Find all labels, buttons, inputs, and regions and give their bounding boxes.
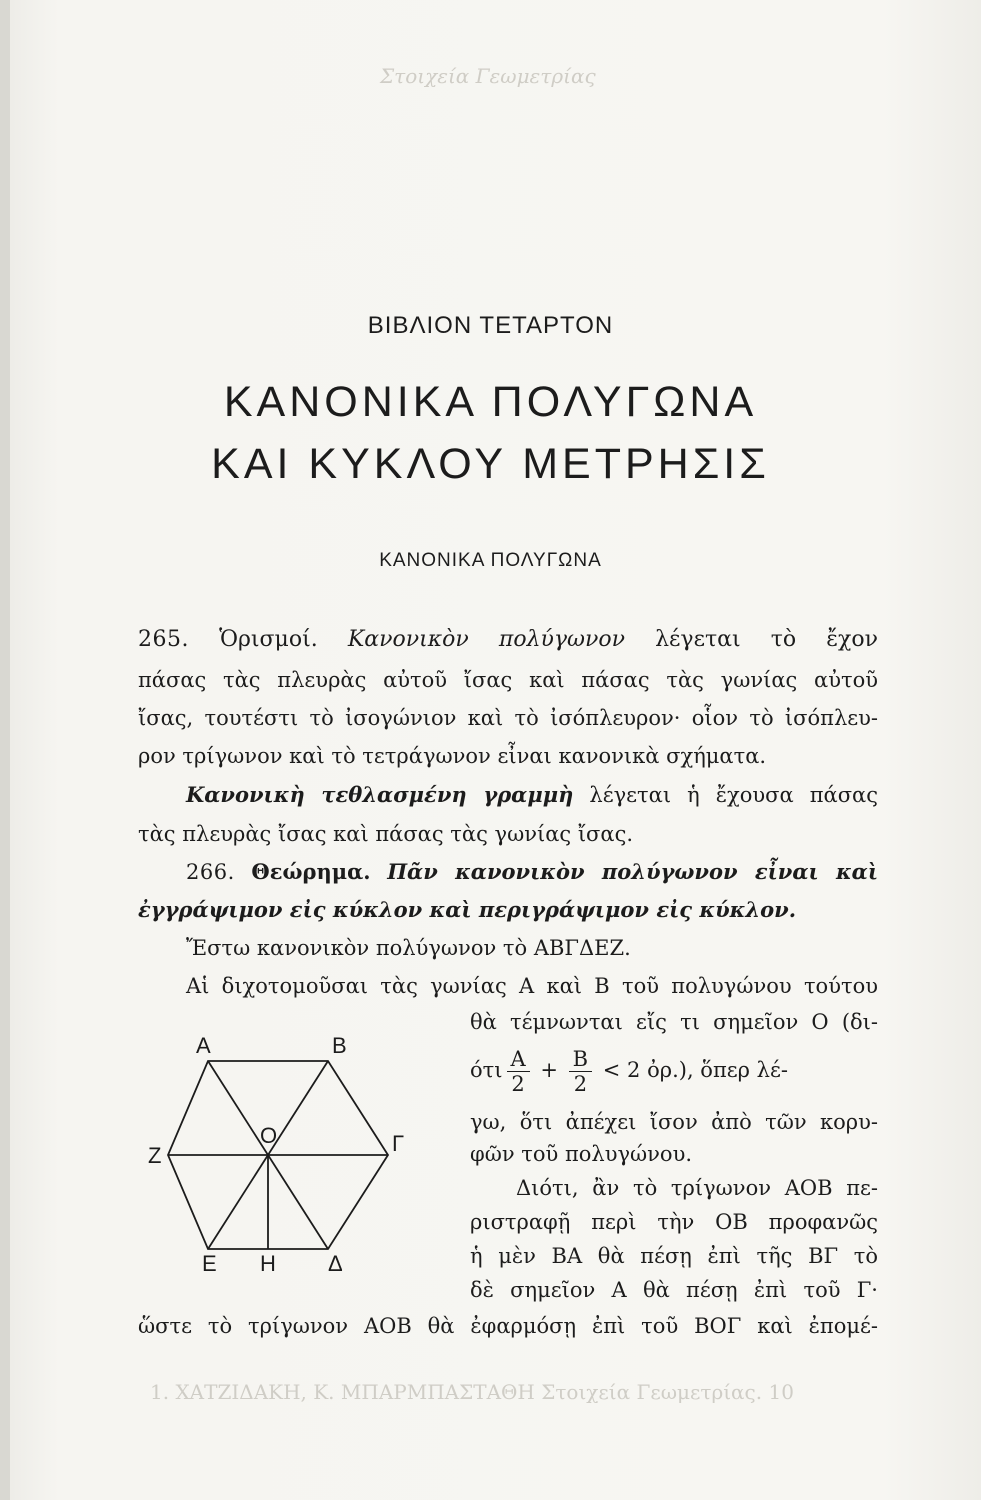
p266-right-1: θὰ τέμνωνται εἴς τι σημεῖον Ο (δι- bbox=[470, 1010, 878, 1034]
hexagon-figure bbox=[148, 1025, 428, 1275]
p266-last-line: ὥστε τὸ τρίγωνον ΑΟΒ θὰ ἐφαρμόσῃ ἐπὶ τοῦ ΒΟΓ καὶ ἐπομέ- bbox=[138, 1314, 878, 1338]
label-o: O bbox=[260, 1123, 278, 1148]
label-h: H bbox=[260, 1251, 276, 1275]
p265-line3: ἴσας, τουτέστι τὸ ἰσογώνιον καὶ τὸ ἰσόπλευρον· οἷον τὸ ἰσόπλευ- bbox=[138, 706, 878, 730]
chapter-title-line1: ΚΑΝΟΝΙΚΑ ΠΟΛΥΓΩΝΑ bbox=[223, 378, 758, 426]
p265-line1-rest: λέγεται τὸ ἔχον bbox=[655, 627, 878, 652]
p265-line4: ρον τρίγωνον καὶ τὸ τετράγωνον εἶναι κανονικὰ σχήματα. bbox=[138, 744, 767, 768]
book-label: ΒΙΒΛΙΟΝ ΤΕΤΑΡΤΟΝ bbox=[367, 312, 614, 339]
p266-right-2-post: < 2 ὀρ.), ὅπερ λέ- bbox=[602, 1058, 788, 1082]
p265-line1 bbox=[138, 626, 878, 654]
p266-right-2-pre: ότι bbox=[470, 1058, 503, 1082]
p266-right-4: φῶν τοῦ πολυγώνου. bbox=[470, 1142, 693, 1166]
fraction-a-over-2 bbox=[507, 1047, 530, 1096]
ghost-footer: 1. ΧΑΤΖΙΔΑΚΗ, Κ. ΜΠΑΡΜΠΑΣΤΑΘΗ Στοιχεία Γεωμετρίας. 10 bbox=[150, 1380, 794, 1404]
p265-line5 bbox=[186, 781, 878, 809]
label-g: Γ bbox=[392, 1131, 405, 1156]
p265-line5-rest: λέγεται ἡ ἔχουσα πάσας bbox=[589, 783, 878, 807]
ghost-header: Στοιχεία Γεωμετρίας bbox=[380, 64, 596, 88]
p266-right-5: Διότι, ἂν τὸ τρίγωνον ΑΟΒ πε- bbox=[516, 1176, 878, 1200]
p266-right-3: γω, ὅτι ἀπέχει ἴσον ἀπὸ τῶν κορυ- bbox=[470, 1110, 878, 1134]
fraction-b-over-2 bbox=[569, 1047, 592, 1096]
label-e: E bbox=[202, 1251, 217, 1275]
p266-line1 bbox=[186, 858, 878, 886]
p265-label: Ὁρισμοί. bbox=[219, 627, 318, 652]
fraction-b-den: 2 bbox=[573, 1072, 588, 1096]
hexagon-labels bbox=[148, 1033, 404, 1275]
p266-right-7: ἡ μὲν ΒΑ θὰ πέσῃ ἐπὶ τῆς ΒΓ τὸ bbox=[470, 1244, 878, 1268]
fraction-a-num: A bbox=[507, 1047, 530, 1072]
p266-right-6: ριστραφῇ περὶ τὴν ΟΒ προφανῶς bbox=[470, 1210, 878, 1234]
hexagon-lines bbox=[168, 1061, 388, 1249]
p265-line2: πάσας τὰς πλευρὰς αὐτοῦ ἴσας καὶ πάσας τὰς γωνίας αὐτοῦ bbox=[138, 668, 878, 692]
p265-line6: τὰς πλευρὰς ἴσας καὶ πάσας τὰς γωνίας ἴσας. bbox=[138, 822, 634, 846]
chapter-title-line2: ΚΑΙ ΚΥΚΛΟΥ ΜΕΤΡΗΣΙΣ bbox=[211, 440, 770, 488]
p265-term2: Κανονικὴ τεθλασμένη γραμμὴ bbox=[186, 782, 574, 807]
fraction-b-num: B bbox=[569, 1047, 592, 1072]
p266-right-2 bbox=[470, 1044, 878, 1096]
p266-number: 266. bbox=[186, 860, 235, 884]
label-z: Z bbox=[148, 1143, 162, 1168]
label-a: A bbox=[196, 1033, 211, 1058]
p266-label: Θεώρημα. bbox=[251, 859, 371, 884]
label-b: B bbox=[332, 1033, 347, 1058]
section-heading: ΚΑΝΟΝΙΚΑ ΠΟΛΥΓΩΝΑ bbox=[379, 550, 602, 571]
p266-statement-2: ἐγγράψιμον εἰς κύκλον καὶ περιγράψιμον εἰς κύκλον. bbox=[138, 897, 797, 922]
p266-line-estw: Ἔστω κανονικὸν πολύγωνον τὸ ΑΒΓΔΕΖ. bbox=[186, 936, 631, 960]
p266-right-8: δὲ σημεῖον Α θὰ πέσῃ ἐπὶ τοῦ Γ· bbox=[470, 1278, 878, 1302]
p266-statement-1: Πᾶν κανονικὸν πολύγωνον εἶναι καὶ bbox=[387, 859, 878, 884]
page-spine bbox=[0, 0, 10, 1500]
p265-number: 265. bbox=[138, 627, 189, 652]
label-d: Δ bbox=[328, 1251, 343, 1275]
plus-sign: + bbox=[540, 1058, 558, 1082]
fraction-a-den: 2 bbox=[511, 1072, 525, 1096]
p265-term: Κανονικὸν πολύγωνον bbox=[347, 627, 625, 652]
p266-line-dixotomousai: Αἱ διχοτομοῦσαι τὰς γωνίας Α καὶ Β τοῦ πολυγώνου τούτου bbox=[186, 974, 878, 998]
